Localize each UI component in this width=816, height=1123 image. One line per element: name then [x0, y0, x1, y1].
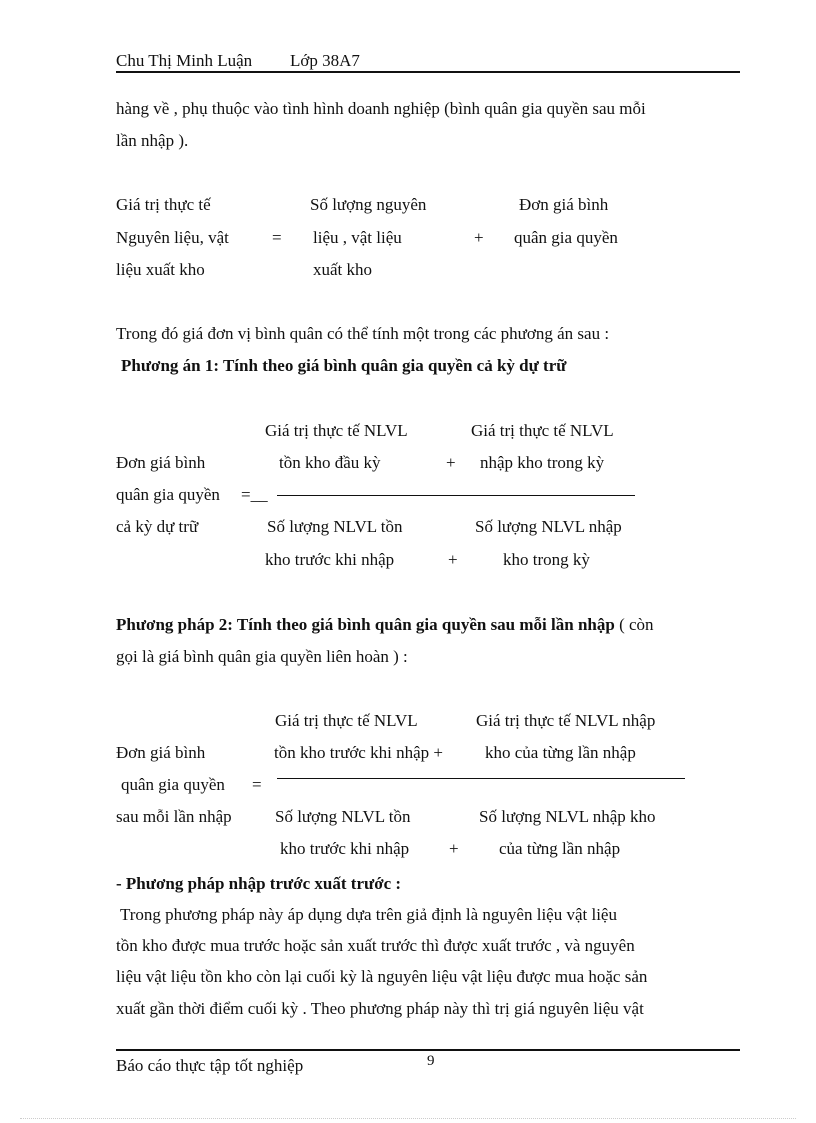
header-rule	[116, 71, 740, 73]
method2-heading-bold: Phương pháp 2: Tính theo giá bình quân gia quyền sau mỗi lần nhập	[116, 615, 615, 634]
method2-num-b: Giá trị thực tế NLVL nhập	[476, 711, 656, 730]
formula1-left-3: liệu xuất kho	[116, 260, 205, 279]
method1-den-a2: kho trước khi nhập	[265, 550, 395, 569]
formula1-equals: =	[272, 228, 282, 247]
intro-line-1: hàng về , phụ thuộc vào tình hình doanh nghiệp (bình quân gia quyền sau mỗi	[116, 99, 646, 118]
method2-label-3: sau mỗi lần nhập	[116, 807, 232, 826]
formula1-middle-3: xuất kho	[313, 260, 373, 279]
footer-title: Báo cáo thực tập tốt nghiệp	[116, 1056, 304, 1075]
formula1-middle-2: liệu , vật liệu	[313, 228, 402, 247]
fifo-line-2: tồn kho được mua trước hoặc sản xuất trước thì được xuất trước , và nguyên	[116, 936, 635, 955]
method1-heading: Phương án 1: Tính theo giá bình quân gia quyền cả kỳ dự trữ	[121, 356, 567, 375]
method1-den-b: Số lượng NLVL nhập	[475, 517, 622, 536]
method2-num-b2: kho của từng lần nhập	[485, 743, 636, 762]
fifo-line-4: xuất gần thời điểm cuối kỳ . Theo phương pháp này thì trị giá nguyên liệu vật	[116, 999, 644, 1018]
formula1-left-1: Giá trị thực tế	[116, 195, 211, 214]
method1-den-b2: kho trong kỳ	[503, 550, 590, 569]
method2-den-a: Số lượng NLVL tồn	[275, 807, 411, 826]
page-edge-dots	[20, 1118, 796, 1119]
method1-den-a: Số lượng NLVL tồn	[267, 517, 403, 536]
method1-fraction-bar	[277, 495, 635, 496]
method1-label-1: Đơn giá bình	[116, 453, 206, 472]
method1-num-b: Giá trị thực tế NLVL	[471, 421, 614, 440]
page-number: 9	[427, 1053, 435, 1069]
formula1-right-1: Đơn giá bình	[519, 195, 609, 214]
method2-den-b2: của từng lần nhập	[499, 839, 621, 858]
method2-den-b: Số lượng NLVL nhập kho	[479, 807, 656, 826]
method2-label-1: Đơn giá bình	[116, 743, 206, 762]
fifo-heading: - Phương pháp nhập trước xuất trước :	[116, 874, 402, 893]
method1-label-3: cả kỳ dự trữ	[116, 517, 199, 536]
method2-equals: =	[252, 775, 262, 794]
method2-num-a: Giá trị thực tế NLVL	[275, 711, 418, 730]
formula1-middle-1: Số lượng nguyên	[310, 195, 427, 214]
method2-num-a2: tồn kho trước khi nhập +	[274, 743, 443, 762]
method1-equals: =__	[241, 485, 268, 504]
method2-heading-rest: ( còn	[614, 615, 654, 634]
fifo-line-1: Trong phương pháp này áp dụng dựa trên giả định là nguyên liệu vật liệu	[116, 905, 617, 924]
method2-den-a2: kho trước khi nhập	[280, 839, 410, 858]
footer-rule	[116, 1049, 740, 1051]
method1-plus-top: +	[446, 453, 456, 472]
header-class: Lớp 38A7	[290, 51, 360, 70]
formula1-left-2: Nguyên liệu, vật	[116, 228, 229, 247]
method2-label-2: quân gia quyền	[121, 775, 225, 794]
method1-label-2: quân gia quyền	[116, 485, 220, 504]
method2-heading	[116, 616, 654, 633]
fifo-line-3: liệu vật liệu tồn kho còn lại cuối kỳ là nguyên liệu vật liệu được mua hoặc sản	[116, 967, 648, 986]
method1-num-b2: nhập kho trong kỳ	[480, 453, 605, 472]
formula1-plus: +	[474, 228, 484, 247]
formula1-right-2: quân gia quyền	[514, 228, 618, 247]
method2-plus-bottom: +	[449, 839, 459, 858]
method2-fraction-bar	[277, 778, 685, 779]
method2-heading-line-2: gọi là giá bình quân gia quyền liên hoàn ) :	[116, 647, 408, 666]
method1-num-a2: tồn kho đầu kỳ	[279, 453, 381, 472]
method1-num-a: Giá trị thực tế NLVL	[265, 421, 408, 440]
intro-line-2: lần nhập ).	[116, 131, 189, 150]
transition-text: Trong đó giá đơn vị bình quân có thể tính một trong các phương án sau :	[116, 324, 610, 343]
header-author: Chu Thị Minh Luận	[116, 51, 253, 70]
method1-plus-bottom: +	[448, 550, 458, 569]
